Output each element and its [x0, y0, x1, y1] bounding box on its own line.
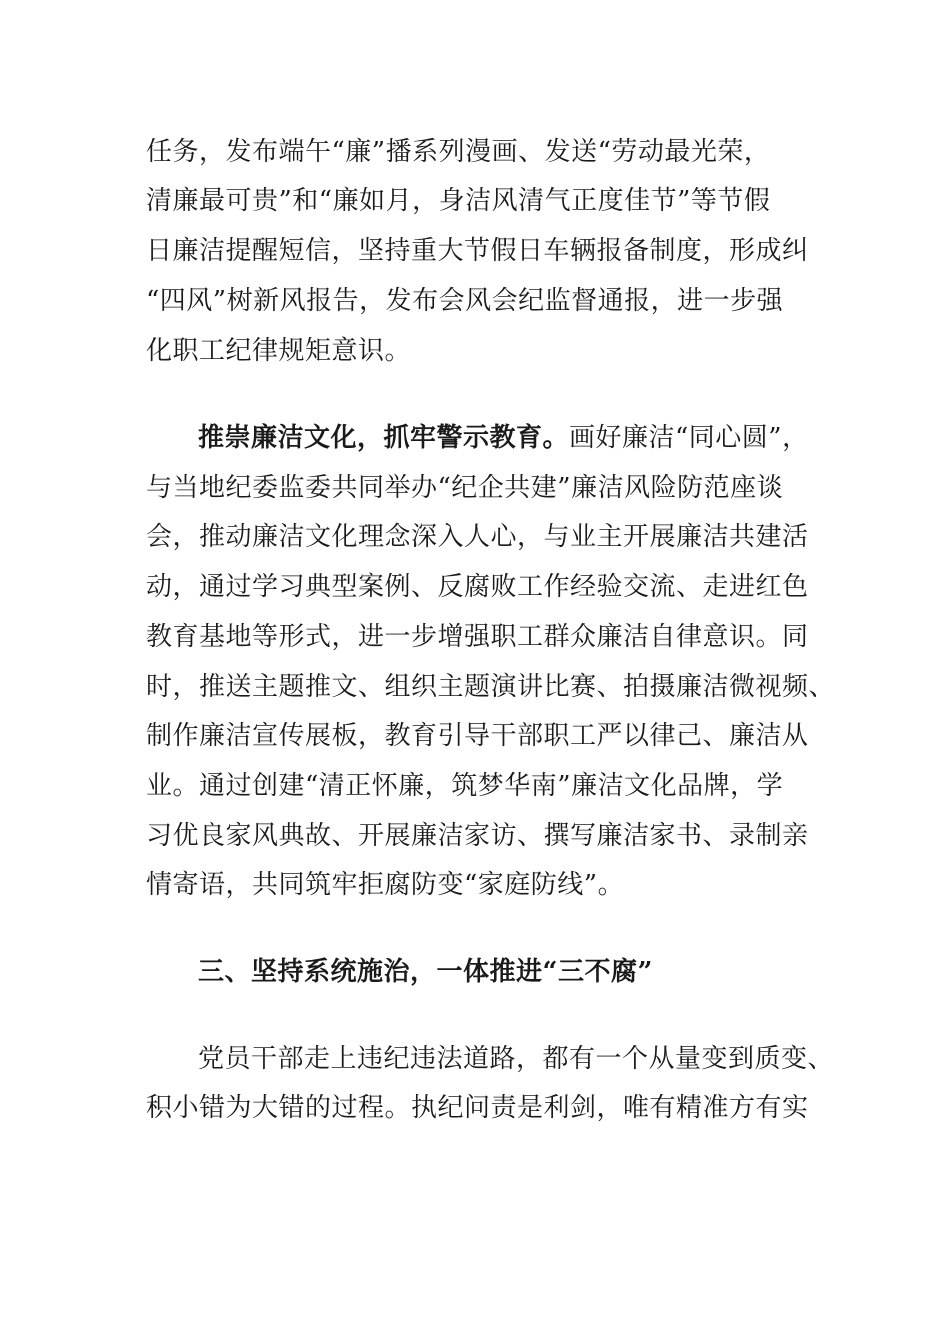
section-title: 三、坚持系统施治，一体推进“三不腐”: [198, 957, 653, 987]
paragraph-1-line: 任务，发布端午“廉”播系列漫画、发送“劳动最光荣，: [146, 137, 771, 167]
paragraph-1-line: “四风”树新风报告，发布会风会纪监督通报，进一步强: [146, 286, 784, 316]
paragraph-2-line: 业。通过创建“清正怀廉，筑梦华南”廉洁文化品牌，学: [146, 771, 784, 801]
paragraph-2-line: 动，通过学习典型案例、反腐败工作经验交流、走进红色: [146, 572, 809, 602]
paragraph-1-line: 日廉洁提醒短信，坚持重大节假日车辆报备制度，形成纠: [146, 236, 809, 266]
paragraph-2-first-line: [198, 423, 809, 453]
paragraph-2-line: 制作廉洁宣传展板，教育引导干部职工严以律己、廉洁从: [146, 721, 809, 751]
paragraph-1-line: 清廉最可贵”和“廉如月，身洁风清气正度佳节”等节假: [146, 186, 771, 216]
paragraph-3-line: 积小错为大错的过程。执纪问责是利剑，唯有精准方有实: [146, 1093, 809, 1123]
paragraph-2-line: 教育基地等形式，进一步增强职工群众廉洁自律意识。同: [146, 622, 809, 652]
paragraph-2-line: 时，推送主题推文、组织主题演讲比赛、拍摄廉洁微视频、: [146, 672, 836, 702]
paragraph-1-line: 化职工纪律规矩意识。: [146, 336, 412, 366]
paragraph-2-line: 情寄语，共同筑牢拒腐防变“家庭防线”。: [146, 870, 625, 900]
paragraph-2-first-line-text: 画好廉洁“同心圆”，: [569, 423, 809, 453]
paragraph-2-line: 与当地纪委监委共同举办“纪企共建”廉洁风险防范座谈: [146, 473, 784, 503]
paragraph-2-line: 会，推动廉洁文化理念深入人心，与业主开展廉洁共建活: [146, 522, 809, 552]
paragraph-3-line: 党员干部走上违纪违法道路，都有一个从量变到质变、: [198, 1044, 835, 1074]
paragraph-heading: 推崇廉洁文化，抓牢警示教育。: [198, 423, 570, 453]
paragraph-2-line: 习优良家风典故、开展廉洁家访、撰写廉洁家书、录制亲: [146, 821, 809, 851]
